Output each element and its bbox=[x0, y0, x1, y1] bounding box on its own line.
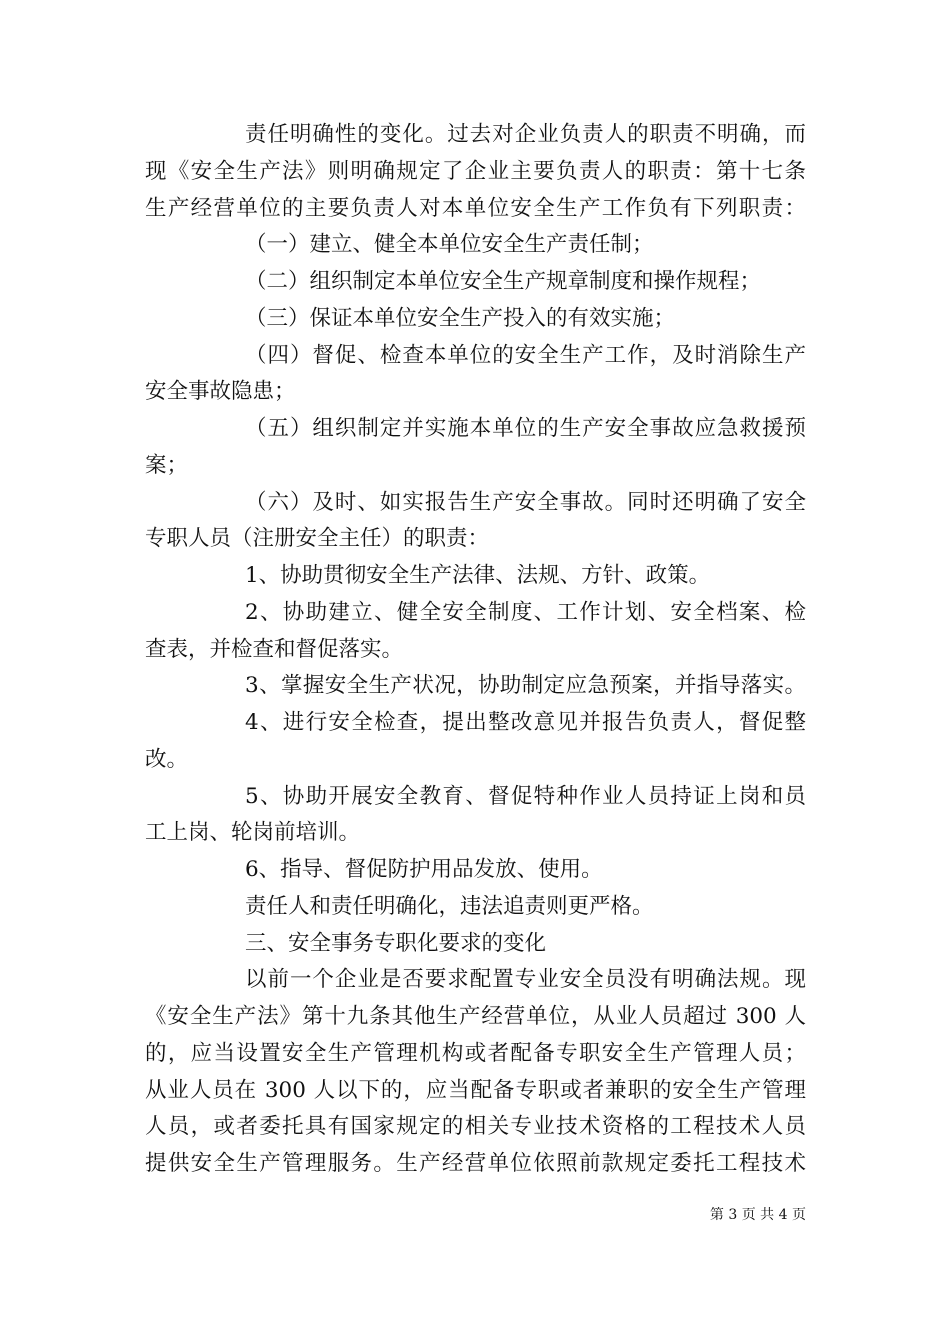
list-item: 4、进行安全检查，提出整改意见并报告负责人，督促整 bbox=[245, 710, 806, 735]
list-item: 2、协助建立、健全安全制度、工作计划、安全档案、检 bbox=[245, 599, 806, 625]
paragraph-line: 人员，或者委托具有国家规定的相关专业技术资格的工程技术人员 bbox=[145, 1114, 806, 1140]
list-item-continuation: 工上岗、轮岗前培训。 bbox=[145, 820, 361, 846]
paragraph-line: 从业人员在 300 人以下的，应当配备专职或者兼职的安全生产管理 bbox=[145, 1077, 806, 1103]
list-item: （五）组织制定并实施本单位的生产安全事故应急救援预 bbox=[245, 416, 806, 441]
paragraph-line: 责任人和责任明确化，违法追责则更严格。 bbox=[245, 893, 654, 919]
document-body bbox=[145, 117, 806, 1183]
paragraph-line: 《安全生产法》第十九条其他生产经营单位，从业人员超过 300 人 bbox=[145, 1004, 806, 1029]
list-item: （四）督促、检查本单位的安全生产工作，及时消除生产 bbox=[245, 342, 806, 368]
list-item: （二）组织制定本单位安全生产规章制度和操作规程； bbox=[245, 269, 762, 294]
page-number: 第 3 页 共 4 页 bbox=[709, 1207, 806, 1223]
list-item: 3、掌握安全生产状况，协助制定应急预案，并指导落实。 bbox=[245, 673, 806, 699]
paragraph-line: 的，应当设置安全生产管理机构或者配备专职安全生产管理人员； bbox=[145, 1040, 806, 1066]
list-item: （三）保证本单位安全生产投入的有效实施； bbox=[245, 305, 676, 331]
list-item: （六）及时、如实报告生产安全事故。同时还明确了安全 bbox=[245, 489, 806, 515]
list-item: 1、协助贯彻安全生产法律、法规、方针、政策。 bbox=[245, 563, 711, 588]
list-item-continuation: 专职人员（注册安全主任）的职责： bbox=[145, 526, 490, 552]
list-item: 6、指导、督促防护用品发放、使用。 bbox=[245, 857, 603, 882]
paragraph-line: 现《安全生产法》则明确规定了企业主要负责人的职责：第十七条 bbox=[145, 158, 806, 184]
paragraph-line: 提供安全生产管理服务。生产经营单位依照前款规定委托工程技术 bbox=[145, 1151, 806, 1176]
list-item: （一）建立、健全本单位安全生产责任制； bbox=[245, 232, 654, 258]
paragraph-line: 以前一个企业是否要求配置专业安全员没有明确法规。现 bbox=[245, 967, 806, 993]
list-item-continuation: 案； bbox=[145, 452, 189, 478]
list-item: 5、协助开展安全教育、督促特种作业人员持证上岗和员 bbox=[245, 783, 806, 809]
section-heading: 三、安全事务专职化要求的变化 bbox=[245, 930, 547, 956]
list-item-continuation: 安全事故隐患； bbox=[145, 379, 296, 405]
paragraph-line: 责任明确性的变化。过去对企业负责人的职责不明确，而 bbox=[245, 122, 806, 147]
list-item-continuation: 改。 bbox=[145, 746, 189, 772]
list-item-continuation: 查表，并检查和督促落实。 bbox=[145, 636, 404, 662]
paragraph-line: 生产经营单位的主要负责人对本单位安全生产工作负有下列职责： bbox=[145, 195, 806, 221]
